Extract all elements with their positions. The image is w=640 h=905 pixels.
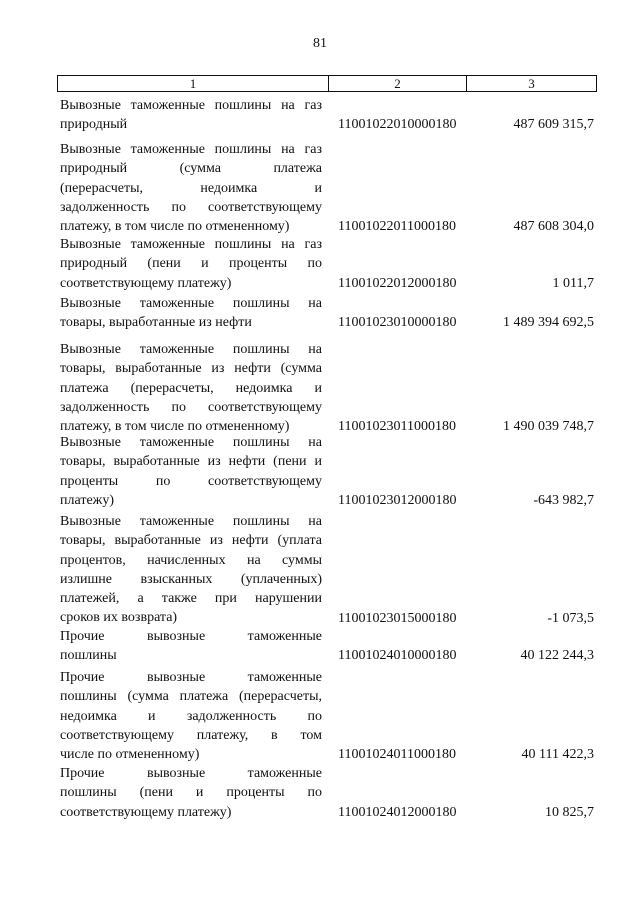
description-line: Вывозные таможенные пошлины на	[60, 514, 322, 529]
description-line: задолженность по соответствующему	[60, 199, 322, 215]
row-amount: 40 111 422,3	[521, 747, 594, 763]
row-description	[60, 668, 322, 764]
row-description	[60, 235, 322, 293]
description-line: проценты по соответствующему	[60, 473, 322, 489]
page-number: 81	[313, 36, 327, 51]
description-line: процентов, начисленных на суммы	[60, 552, 322, 568]
row-code: 11001023010000180	[338, 315, 457, 331]
description-line: природный (сумма платежа	[60, 161, 322, 177]
row-code: 11001022010000180	[338, 117, 457, 133]
header-col-2: 2	[329, 76, 467, 91]
description-line: Прочие вывозные таможенные	[60, 766, 322, 781]
description-line: пошлины (пени и проценты по	[60, 785, 322, 801]
row-description	[60, 512, 322, 628]
description-line: Вывозные таможенные пошлины на газ	[60, 98, 322, 113]
row-amount: 10 825,7	[545, 804, 594, 820]
row-amount: 487 609 315,7	[513, 117, 594, 133]
row-code: 11001023012000180	[338, 492, 457, 508]
description-line: пошлины	[60, 648, 117, 664]
description-line: платежей, а также при нарушении	[60, 591, 322, 607]
row-amount: -643 982,7	[533, 492, 594, 508]
description-line: Вывозные таможенные пошлины на	[60, 342, 322, 357]
row-description	[60, 764, 322, 822]
description-line: задолженность по соответствующему	[60, 399, 322, 415]
row-description	[60, 433, 322, 510]
description-line: товары, выработанные из нефти (пени и	[60, 454, 322, 470]
description-line: платежу, в том числе по отмененному)	[60, 419, 290, 435]
description-line: товары, выработанные из нефти	[60, 315, 252, 331]
description-line: платежу)	[60, 492, 114, 508]
row-code: 11001023011000180	[338, 419, 456, 435]
row-code: 11001024011000180	[338, 747, 456, 763]
description-line: Прочие вывозные таможенные	[60, 670, 322, 685]
row-description	[60, 627, 322, 666]
row-code: 11001024010000180	[338, 648, 457, 664]
row-code: 11001023015000180	[338, 610, 457, 626]
row-amount: 1 490 039 748,7	[503, 419, 594, 435]
header-col-1: 1	[58, 76, 329, 91]
description-line: Вывозные таможенные пошлины на газ	[60, 142, 322, 157]
description-line: природный (пени и проценты по	[60, 256, 322, 272]
description-line: природный	[60, 117, 128, 133]
description-line: Прочие вывозные таможенные	[60, 629, 322, 644]
description-line: (перерасчеты, недоимка и	[60, 180, 322, 196]
description-line: недоимка и задолженность по	[60, 708, 322, 724]
row-description	[60, 140, 322, 236]
description-line: излишне взысканных (уплаченных)	[60, 571, 322, 587]
description-line: Вывозные таможенные пошлины на	[60, 296, 322, 311]
description-line: числе по отмененному)	[60, 747, 200, 763]
row-amount: 1 489 394 692,5	[503, 315, 594, 331]
row-amount: 487 608 304,0	[513, 219, 594, 235]
row-code: 11001024012000180	[338, 804, 457, 820]
description-line: платежа (перерасчеты, недоимка и	[60, 380, 322, 396]
description-line: соответствующему платежу)	[60, 804, 232, 820]
row-amount: 40 122 244,3	[520, 648, 594, 664]
row-amount: -1 073,5	[547, 610, 594, 626]
row-code: 11001022011000180	[338, 219, 456, 235]
row-description	[60, 294, 322, 333]
row-code: 11001022012000180	[338, 275, 457, 291]
description-line: Вывозные таможенные пошлины на газ	[60, 237, 322, 252]
description-line: пошлины (сумма платежа (перерасчеты,	[60, 689, 322, 705]
row-description	[60, 96, 322, 135]
description-line: соответствующему платежу)	[60, 275, 232, 291]
description-line: сроков их возврата)	[60, 610, 178, 626]
description-line: соответствующему платежу, в том	[60, 727, 322, 743]
description-line: товары, выработанные из нефти (уплата	[60, 533, 322, 549]
description-line: Вывозные таможенные пошлины на	[60, 435, 322, 450]
header-col-3: 3	[528, 76, 535, 91]
row-description	[60, 340, 322, 436]
description-line: платежу, в том числе по отмененному)	[60, 219, 290, 235]
row-amount: 1 011,7	[552, 275, 594, 291]
description-line: товары, выработанные из нефти (сумма	[60, 361, 322, 377]
